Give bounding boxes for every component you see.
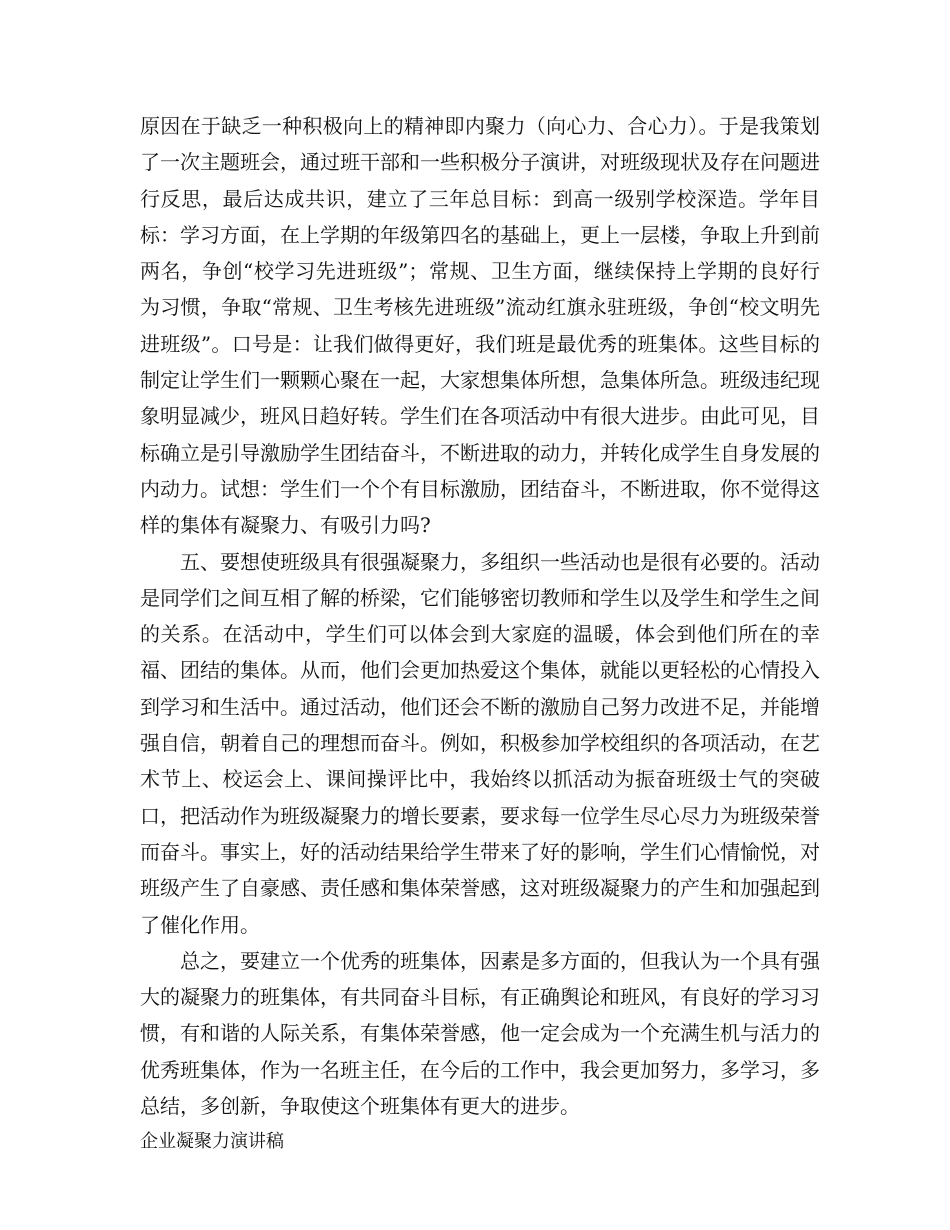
- paragraph-2: 五、要想使班级具有很强凝聚力，多组织一些活动也是很有必要的。活动是同学们之间互相了解的桥梁，它们能够密切教师和学生以及学生和学生之间的关系。在活动中，学生们可以体会到大家庭的温暖，体会到他们所在的幸福、团结的集体。从而，他们会更加热爱这个集体，就能以更轻松的心情投入到学习和生活中。通过活动，他们还会不断的激励自己努力改进不足，并能增强自信，朝着自己的理想而奋斗。例如，积极参加学校组织的各项活动，在艺术节上、校运会上、课间操评比中，我始终以抓活动为振奋班级士气的突破口，把活动作为班级凝聚力的增长要素，要求每一位学生尽心尽力为班级荣誉而奋斗。事实上，好的活动结果给学生带来了好的影响，学生们心情愉悦，对班级产生了自豪感、责任感和集体荣誉感，这对班级凝聚力的产生和加强起到了催化作用。: [140, 549, 820, 937]
- paragraph-3: 总之，要建立一个优秀的班集体，因素是多方面的，但我认为一个具有强大的凝聚力的班集体，有共同奋斗目标，有正确舆论和班风，有良好的学习习惯，有和谐的人际关系，有集体荣誉感，他一定会成为一个充满生机与活力的优秀班集体，作为一名班主任，在今后的工作中，我会更加努力，多学习，多总结，多创新，争取使这个班集体有更大的进步。: [140, 948, 820, 1119]
- paragraph-1: 原因在于缺乏一种积极向上的精神即内聚力（向心力、合心力）。于是我策划了一次主题班会，通过班干部和一些积极分子演讲，对班级现状及存在问题进行反思，最后达成共识，建立了三年总目标：到高一级别学校深造。学年目标：学习方面，在上学期的年级第四名的基础上，更上一层楼，争取上升到前两名，争创“校学习先进班级”；常规、卫生方面，继续保持上学期的良好行为习惯，争取“常规、卫生考核先进班级”流动红旗永驻班级，争创“校文明先进班级”。口号是：让我们做得更好，我们班是最优秀的班集体。这些目标的制定让学生们一颗颗心聚在一起，大家想集体所想，急集体所急。班级违纪现象明显减少，班风日趋好转。学生们在各项活动中有很大进步。由此可见，目标确立是引导激励学生团结奋斗，不断进取的动力，并转化成学生自身发展的内动力。试想：学生们一个个有目标激励，团结奋斗，不断进取，你不觉得这样的集体有凝聚力、有吸引力吗?: [140, 114, 820, 538]
- next-section-title: 企业凝聚力演讲稿: [140, 1131, 284, 1153]
- document-body: [140, 108, 820, 1160]
